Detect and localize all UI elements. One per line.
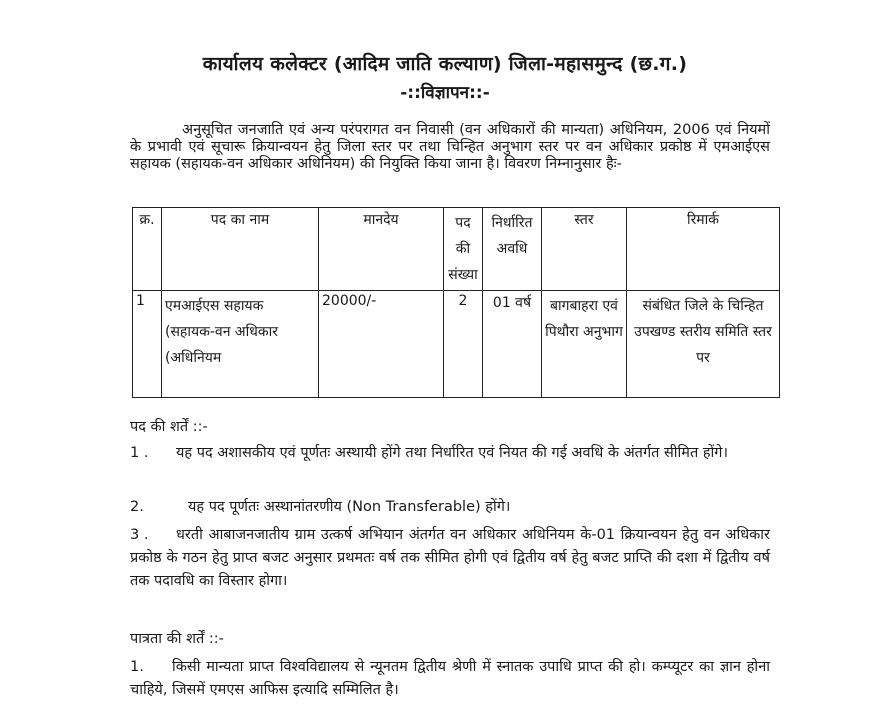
cell-remark: संबंधित जिले के चिन्हित उपखण्ड स्तरीय समिति स्तर पर [627, 291, 780, 398]
conditions-title: पद की शर्तें ::- [130, 419, 208, 435]
cell-level: बागबाहरा एवं पिथौरा अनुभाग [542, 291, 627, 398]
condition-number: 1 . [130, 445, 149, 461]
condition-text: यह पद पूर्णतः अस्थानांतरणीय (Non Transferable) होंगे। [188, 499, 511, 515]
col-header-count: पद की संख्या [444, 208, 483, 291]
condition-item [130, 442, 770, 465]
condition-number: 2. [130, 499, 144, 515]
eligibility-number: 1. [130, 659, 144, 675]
condition-text: यह पद अशासकीय एवं पूर्णतः अस्थायी होंगे तथा निर्धारित एवं नियत की गई अवधि के अंतर्गत सीमित होंगे। [176, 445, 728, 461]
eligibility-text: किसी मान्यता प्राप्त विश्वविद्यालय से न्यूनतम द्वितीय श्रेणी में स्नातक उपाधि प्राप्त की हो। कम्प्यूटर का ज्ञान होना चाहिये, जिसमें एमएस आफिस इत्यादि सम्मिलित है। [130, 659, 770, 698]
eligibility-title: पात्रता की शर्तें ::- [130, 631, 224, 647]
page-title: कार्यालय कलेक्टर (आदिम जाति कल्याण) जिला-महासमुन्द (छ.ग.) [202, 53, 688, 75]
col-header-level: स्तर [542, 208, 627, 291]
col-header-sno: क्र. [133, 208, 162, 291]
cell-duration: 01 वर्ष [483, 291, 542, 398]
cell-count: 2 [444, 291, 483, 398]
condition-item [130, 524, 770, 593]
condition-item [130, 496, 770, 519]
col-header-remark: रिमार्क [627, 208, 780, 291]
condition-text: धरती आबाजनजातीय ग्राम उत्कर्ष अभियान अंतर्गत वन अधिकार अधिनियम के-01 क्रियान्वयन हेतु वन अधिकार प्रकोष्ठ के गठन हेतु प्राप्त बजट अनुसार प्रथमतः वर्ष तक सीमित होगी एवं द्वितीय वर्ष हेतु बजट प्राप्ति की दशा में द्वितीय वर्ष तक पदावधि का विस्तार होगा। [130, 527, 770, 589]
table-header-row [133, 208, 780, 291]
posts-table [132, 207, 780, 398]
col-header-honorarium: मानदेय [319, 208, 444, 291]
intro-paragraph [130, 122, 770, 173]
cell-honorarium: 20000/- [319, 291, 444, 398]
eligibility-item [130, 656, 770, 702]
intro-text: अनुसूचित जनजाति एवं अन्य परंपरागत वन निवासी (वन अधिकारों की मान्यता) अधिनियम, 2006 एवं नियमों के प्रभावी एवं सूचारू क्रियान्वयन हेतु जिला स्तर पर तथा चिन्हित अनुभाग स्तर पर वन अधिकार प्रकोष्ठ में एमआईएस सहायक (सहायक-वन अधिकार अधिनियम) की नियुक्ति किया जाना है। विवरण निम्नानुसार हैः- [130, 122, 770, 172]
col-header-post: पद का नाम [162, 208, 319, 291]
condition-number: 3 . [130, 527, 149, 543]
col-header-duration: निर्धारित अवधि [483, 208, 542, 291]
table-row [133, 291, 780, 398]
cell-sno: 1 [133, 291, 162, 398]
advertisement-heading: -::विज्ञापन::- [400, 83, 490, 103]
cell-post: एमआईएस सहायक (सहायक-वन अधिकार (अधिनियम [162, 291, 319, 398]
